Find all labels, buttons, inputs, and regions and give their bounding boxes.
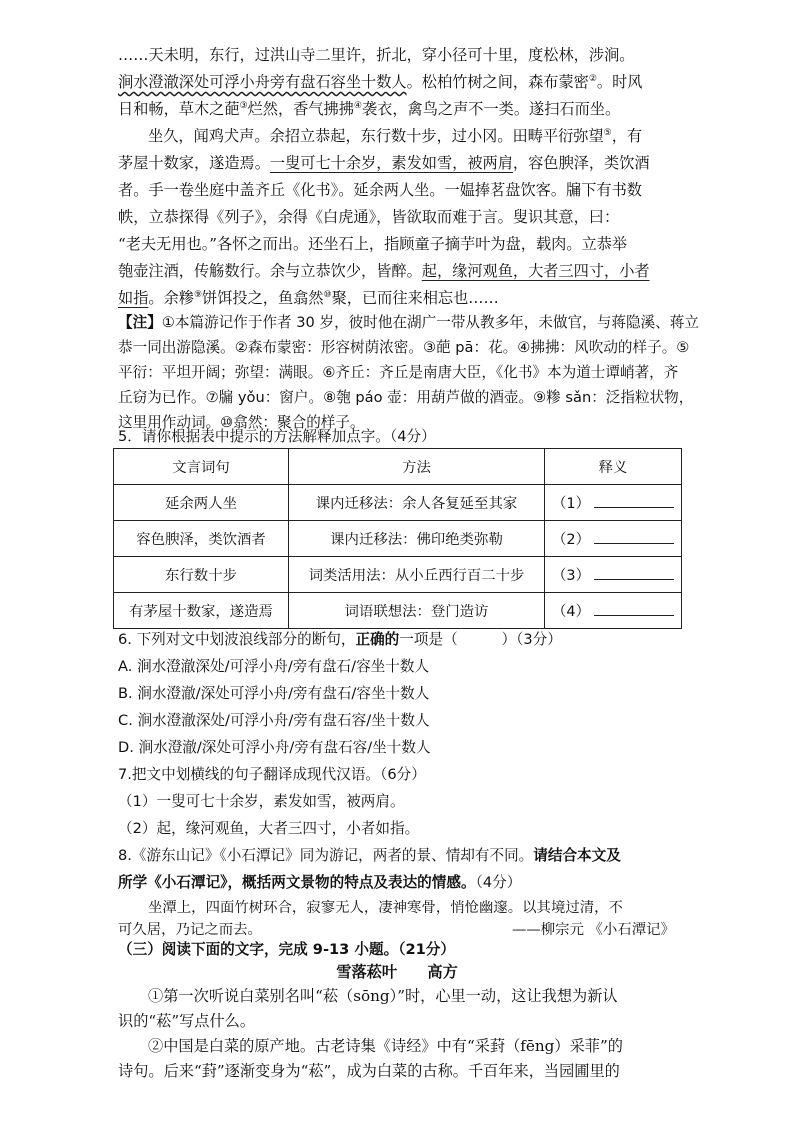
answer-blank[interactable] (594, 529, 674, 544)
q6-option-b[interactable]: B. 涧水澄澈/深处可浮小舟/旁有盘石/容坐十数人 (118, 685, 430, 702)
table-header: 释义 (545, 449, 682, 485)
passage-line-5: 茅屋十数家，遂造焉。一叟可七十余岁，素发如雪，被两肩，容色腴泽，类饮酒 (118, 154, 650, 172)
table-cell-method: 词语联想法：登门造访 (289, 593, 545, 629)
q8-stem-line-1: 8.《游东山记》《小石潭记》同为游记，两者的景、情却有不同。请结合本文及 (118, 847, 621, 864)
section3-heading: （三）阅读下面的文字，完成 9-13 小题。（21分） (118, 941, 455, 958)
table-cell-phrase: 东行数十步 (114, 557, 289, 593)
table-row (114, 557, 682, 593)
table-row (114, 521, 682, 557)
table-cell-method: 课内迁移法：佛印绝类弥勒 (289, 521, 545, 557)
table-cell-phrase: 延余两人坐 (114, 485, 289, 521)
passage-line-7: 帙，立恭探得《列子》，余得《白虎通》，皆欲取而难于言。叟识其意，曰： (118, 208, 620, 226)
q7-stem: 7.把文中划横线的句子翻译成现代汉语。（6分） (118, 766, 426, 783)
table-cell-method: 词类活用法：从小丘西行百二十步 (289, 557, 545, 593)
answer-blank[interactable] (594, 601, 674, 616)
q6-option-c[interactable]: C. 涧水澄澈深处/可浮小舟/旁有盘石容/坐十数人 (118, 712, 430, 729)
answer-cell[interactable]: （3） (545, 557, 682, 593)
table-header-row (114, 449, 682, 485)
notes-line-3: 平衍：平坦开阔；弥望：满眼。⑥齐丘：齐丘是南唐大臣，《化书》本为道士谭峭著，齐 (118, 364, 679, 381)
answer-cell[interactable]: （1） (545, 485, 682, 521)
table-header: 方法 (289, 449, 545, 485)
method-table (113, 448, 682, 629)
section3-p2-line-2: 诗句。后来“葑”逐渐变身为“菘”，成为白菜的古称。千百年来，当园圃里的 (118, 1062, 620, 1080)
q7-item-2: （2）起，缘河观鱼，大者三四寸，小者如指。 (118, 820, 420, 837)
table-cell-phrase: 容色腴泽，类饮酒者 (114, 521, 289, 557)
notes-line-1: 【注】①本篇游记作于作者 30 岁，彼时他在湖广一带从教多年，未做官，与蒋隐溪、蒋立 (118, 314, 699, 331)
q8-stem-line-2: 所学《小石潭记》，概括两文景物的特点及表达的情感。（4分） (118, 874, 522, 891)
passage-line-1: ……天未明，东行，过洪山寺二里许，折北，穿小径可十里，度松林，涉涧。 (118, 46, 635, 64)
notes-line-2: 恭一同出游隐溪。②森布蒙密：形容树荫浓密。③葩 pā：花。④拂拂：风吹动的样子。⑤ (118, 339, 690, 356)
answer-blank[interactable] (594, 493, 674, 508)
notes-line-5: 这里用作动词。⑩翕然：聚合的样子。 (118, 414, 365, 431)
section3-p1-line-2: 识的“菘”写点什么。 (118, 1012, 256, 1030)
q6-option-d[interactable]: D. 涧水澄澈/深处可浮小舟/旁有盘石容/坐十数人 (118, 739, 431, 756)
q8-quote-line-1: 坐潭上，四面竹树环合，寂寥无人，凄神寒骨，悄怆幽邃。以其境过清，不 (148, 900, 623, 916)
passage-line-9: 匏壶注酒，传觞数行。余与立恭饮少，皆醉。起，缘河观鱼，大者三四寸，小者 (118, 262, 650, 280)
article-title: 雪落菘叶 高方 (336, 963, 458, 981)
table-row (114, 593, 682, 629)
q8-quote-line-2: 可久居，乃记之而去。 (118, 922, 262, 938)
table-header: 文言词句 (114, 449, 289, 485)
passage-line-2: 涧水澄澈深处可浮小舟旁有盘石容坐十数人。松柏竹树之间，森布蒙密②。时风 (118, 73, 643, 91)
answer-cell[interactable]: （2） (545, 521, 682, 557)
notes-line-4: 丘窃为已作。⑦牖 yǒu：窗户。⑧匏 páo 壶：用葫芦做的酒壶。⑨糁 sǎn：泛指粒状物， (118, 389, 694, 406)
notes-label: 【注】 (118, 314, 162, 331)
section3-p2-line-1: ②中国是白菜的原产地。古老诗集《诗经》中有“采葑（fēng）采菲”的 (148, 1037, 623, 1055)
passage-line-3: 日和畅，草木之葩③烂然，香气拂拂④袭衣，禽鸟之声不一类。遂扫石而坐。 (118, 100, 621, 118)
wavy-underlined-sentence: 涧水澄澈深处可浮小舟旁有盘石容坐十数人 (118, 73, 407, 91)
passage-line-6: 者。手一卷坐庭中盖齐丘《化书》。延余两人坐。一媪捧茗盘饮客。牖下有书数 (118, 181, 642, 199)
section3-p1-line-1: ①第一次听说白菜别名叫“菘（sōng）”时，心里一动，这让我想为新认 (148, 987, 618, 1005)
answer-blank[interactable] (594, 565, 674, 580)
answer-cell[interactable]: （4） (545, 593, 682, 629)
q8-quote-source: ——柳宗元 《小石潭记》 (512, 922, 675, 938)
q5-stem: 5．请你根据表中提示的方法解释加点字。（4分） (118, 428, 436, 445)
table-cell-method: 课内迁移法：余人各复延至其家 (289, 485, 545, 521)
underlined-sentence-2: 起，缘河观鱼，大者三四寸，小者 (421, 262, 650, 280)
passage-line-10: 如指。余糁⑨饼饵投之，鱼翕然⑩聚，已而往来相忘也…… (118, 289, 499, 307)
underlined-sentence-1: 一叟可七十余岁，素发如雪，被两肩 (269, 154, 513, 172)
passage-line-8: “老夫无用也。”各怀之而出。还坐石上，指顾童子摘芋叶为盘，载肉。立恭举 (118, 235, 628, 253)
table-cell-phrase: 有茅屋十数家，遂造焉 (114, 593, 289, 629)
q7-item-1: （1）一叟可七十余岁，素发如雪，被两肩。 (118, 793, 405, 810)
q6-option-a[interactable]: A. 涧水澄澈深处/可浮小舟/旁有盘石/容坐十数人 (118, 658, 430, 675)
passage-line-4: 坐久，闻鸡犬声。余招立恭起，东行数十步，过小冈。田畴平衍弥望⑤，有 (148, 127, 643, 145)
q6-stem: 6. 下列对文中划波浪线部分的断句，正确的一项是（ ）（3分） (118, 631, 562, 648)
table-row (114, 485, 682, 521)
